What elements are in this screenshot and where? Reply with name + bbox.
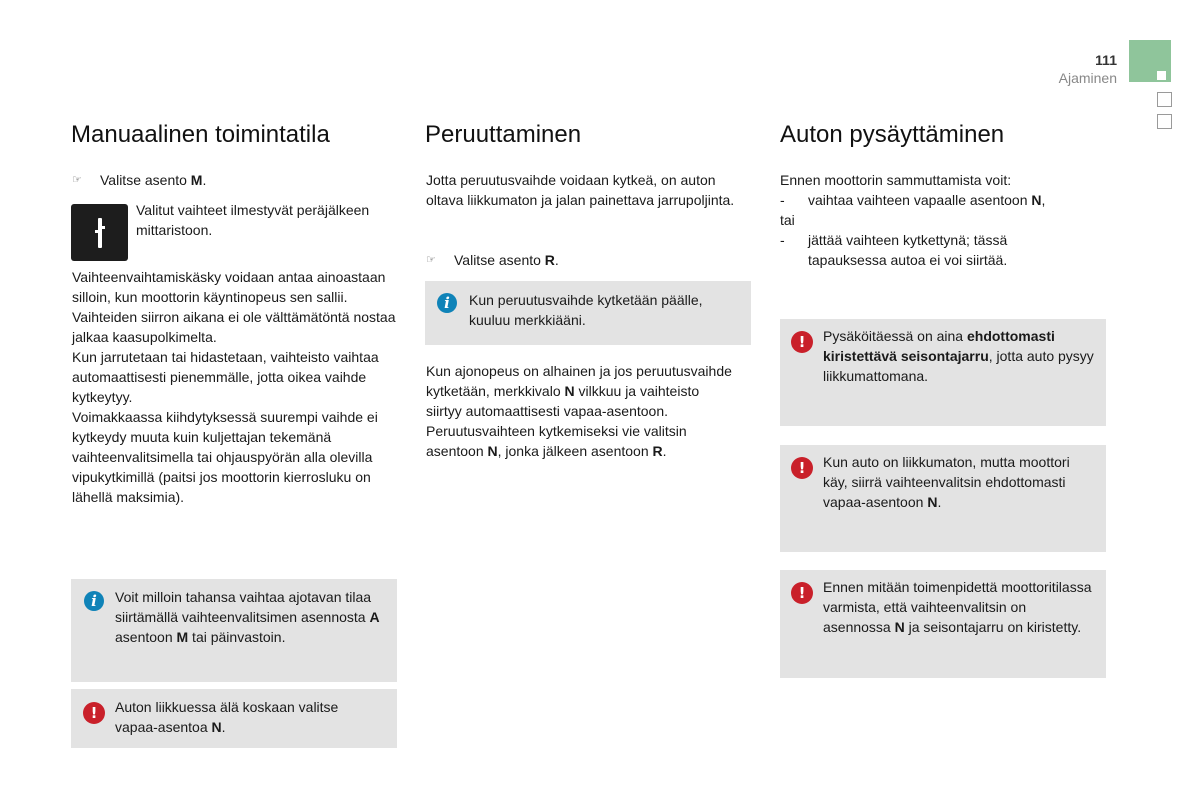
info-icon: i bbox=[437, 293, 457, 313]
warning-box bbox=[71, 689, 397, 748]
heading-stopping: Auton pysäyttäminen bbox=[780, 121, 1005, 148]
pointing-hand-icon: ☞ bbox=[72, 174, 82, 186]
tab-marker bbox=[1157, 71, 1166, 80]
info-box bbox=[71, 579, 397, 682]
reverse-intro: Jotta peruutusvaihde voidaan kytkeä, on auton oltava liikkumaton ja jalan painettava jarrupoljinta. bbox=[426, 172, 735, 208]
warning-text: Ennen mitään toimenpidettä moottoritilassa varmista, että vaihteenvalitsin on asennossa N ja seisontajarru on kiristetty. bbox=[823, 579, 1092, 635]
chapter-tab-empty[interactable] bbox=[1157, 92, 1172, 107]
dash-item: - vaihtaa vaihteen vapaalle asentoon N, bbox=[780, 192, 1046, 208]
warning-icon: ! bbox=[791, 457, 813, 479]
paragraph: Vaihteenvaihtamiskäsky voidaan antaa ainoastaan silloin, kun moottorin käyntinopeus sen sallii. bbox=[72, 269, 386, 305]
warning-icon: ! bbox=[83, 702, 105, 724]
heading-manual-mode: Manuaalinen toimintatila bbox=[71, 121, 330, 148]
paragraph: Kun ajonopeus on alhainen ja jos peruutusvaihde kytketään, merkkivalo N vilkkuu ja vaihteisto siirtyy automaattisesti vapaa-asentoon. bbox=[426, 363, 732, 419]
paragraph: Voimakkaassa kiihdytyksessä suurempi vaihde ei kytkeydy muuta kuin kuljettajan tekemänä vaihteenvalitsimella tai ohjauspyörän alla olevilla vipukytkimillä (paitsi jos moottorin kierrosluku on lähellä maksimia). bbox=[72, 409, 378, 505]
chapter-tab-empty[interactable] bbox=[1157, 114, 1172, 129]
info-box bbox=[425, 281, 751, 345]
bullet-bold: M bbox=[190, 172, 203, 188]
icon-description: Valitut vaihteet ilmestyvät peräjälkeen mittaristoon. bbox=[136, 202, 370, 238]
warning-box bbox=[780, 319, 1106, 426]
info-icon: i bbox=[84, 591, 104, 611]
info-text: Voit milloin tahansa vaihtaa ajotavan tilaa siirtämällä vaihteenvalitsimen asennosta A asentoon M tai päinvastoin. bbox=[115, 589, 380, 645]
info-text: Kun peruutusvaihde kytketään päälle, kuuluu merkkiääni. bbox=[469, 292, 703, 328]
body-text bbox=[72, 267, 398, 507]
body-text bbox=[426, 361, 736, 461]
warning-box bbox=[780, 445, 1106, 552]
warning-text: Auton liikkuessa älä koskaan valitse vapaa-asentoa N. bbox=[115, 699, 339, 735]
bullet-select-r: ☞ Valitse asento R. bbox=[426, 252, 559, 268]
warning-box bbox=[780, 570, 1106, 678]
bullet-text: . bbox=[202, 172, 207, 188]
warning-icon: ! bbox=[791, 582, 813, 604]
bullet-text: Valitse asento bbox=[100, 172, 191, 188]
paragraph: Peruutusvaihteen kytkemiseksi vie valitsin asentoon N, jonka jälkeen asentoon R. bbox=[426, 423, 687, 459]
dash-item: - jättää vaihteen kytkettynä; tässä tapauksessa autoa ei voi siirtää. bbox=[780, 232, 1008, 268]
warning-icon: ! bbox=[791, 331, 813, 353]
heading-reversing: Peruuttaminen bbox=[425, 121, 582, 148]
stopping-intro: Ennen moottorin sammuttamista voit: - vaihtaa vaihteen vapaalle asentoon N, tai - jättää vaihteen kytkettynä; tässä tapauksessa autoa ei voi siirtää. bbox=[780, 170, 1080, 270]
section-title: Ajaminen bbox=[1058, 70, 1117, 86]
paragraph: Vaihteiden siirron aikana ei ole välttämätöntä nostaa jalkaa kaasupolkimelta. bbox=[72, 309, 396, 345]
chapter-tab-active[interactable] bbox=[1129, 40, 1171, 82]
page-number: 111 bbox=[1095, 52, 1117, 68]
bullet-select-m bbox=[72, 170, 420, 190]
warning-text: Kun auto on liikkumaton, mutta moottori käy, siirrä vaihteenvalitsin ehdottomasti vapaa-asentoon N. bbox=[823, 454, 1070, 510]
gear-indicator-icon bbox=[71, 204, 128, 261]
warning-text: Pysäköitäessä on aina ehdottomasti kiristettävä seisontajarru, jotta auto pysyy liikkumattomana. bbox=[823, 328, 1094, 384]
paragraph: Kun jarrutetaan tai hidastetaan, vaihteisto vaihtaa automaattisesti pienemmälle, jotta oikea vaihde kytkeytyy. bbox=[72, 349, 379, 405]
pointing-hand-icon: ☞ bbox=[426, 254, 436, 266]
